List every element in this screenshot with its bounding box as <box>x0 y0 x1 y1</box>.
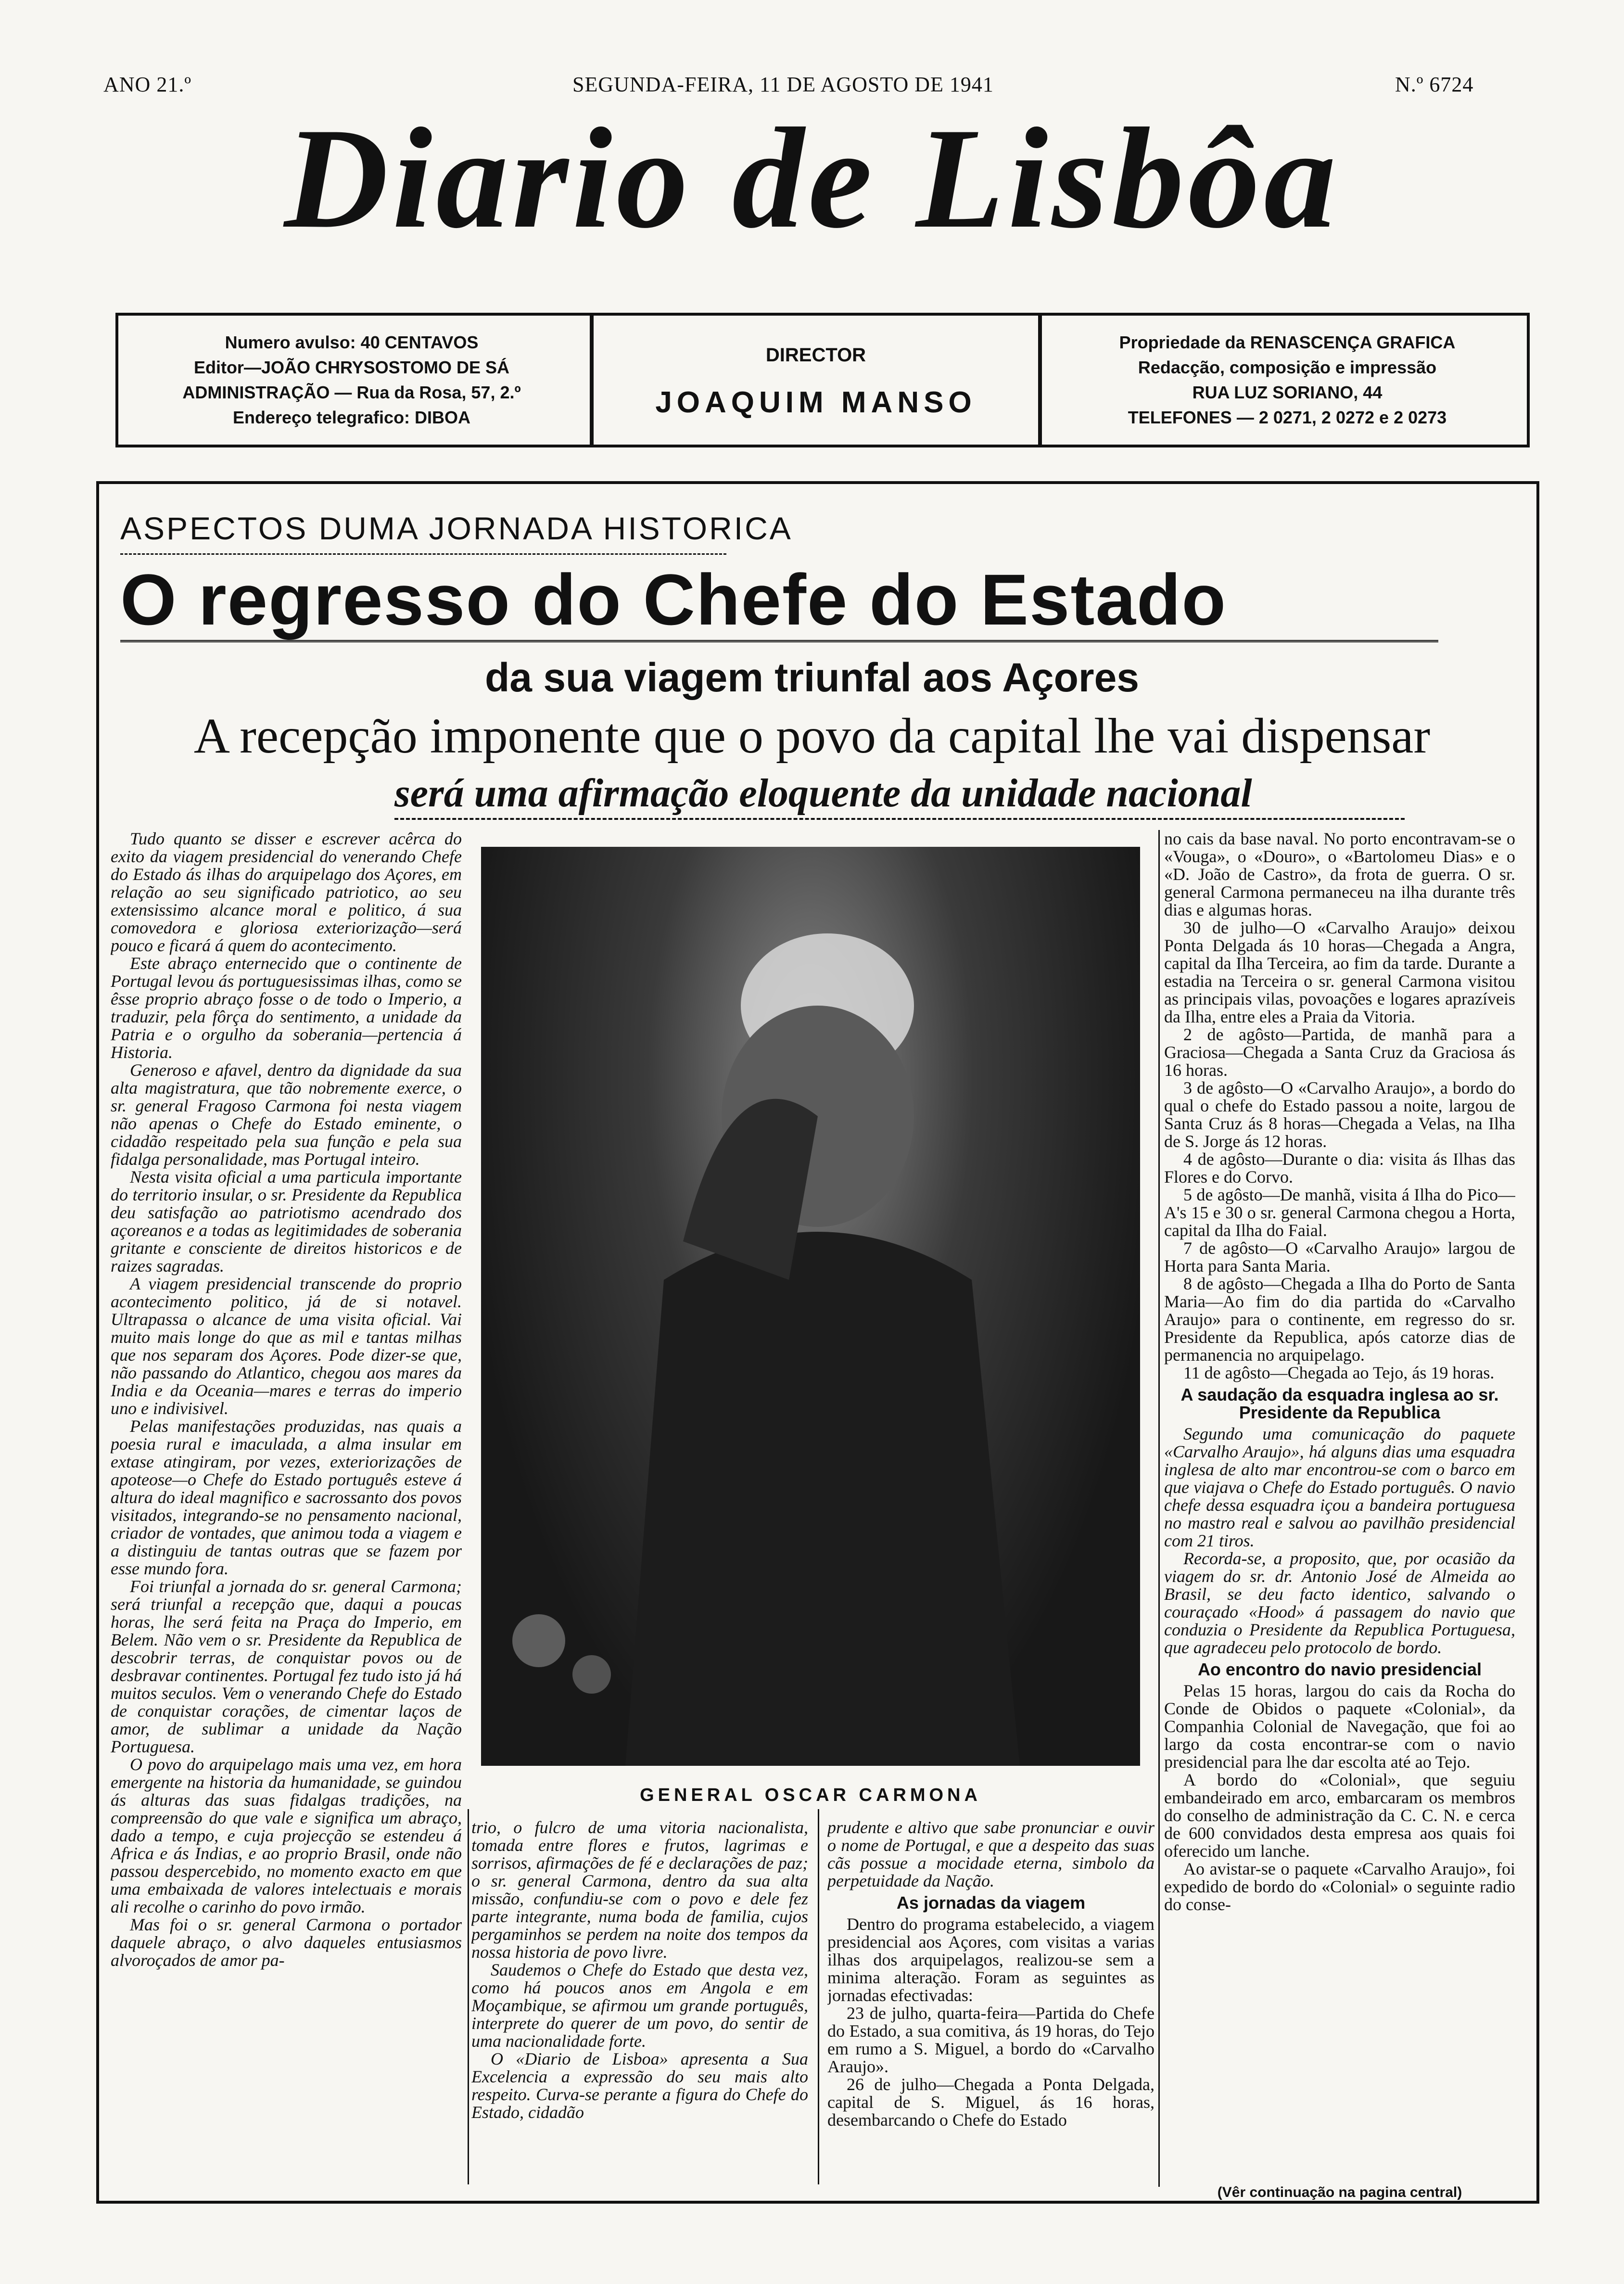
info-line: Numero avulso: 40 CENTAVOS <box>225 332 479 352</box>
director-box <box>590 316 1042 445</box>
info-line: Redacção, composição e impressão <box>1138 357 1437 377</box>
paragraph: Foi triunfal a jornada do sr. general Carmona; será triunfal a recepção que, daqui a poucas horas, lhe será feita na Praça do Imperio, em Belem. Não vem o sr. Presidente da Republica de descobrir terras, de conquistar povos ou de desbravar continentes. Portugal fez tudo isto já há muitos seculos. Vem o venerando Chefe do Estado de conquistar corações, de cimentar laços de amor, de sublimar a unidade da Nação Portuguesa. <box>111 1577 462 1756</box>
section-heading: As jornadas da viagem <box>896 1893 1086 1913</box>
info-line: ADMINISTRAÇÃO — Rua da Rosa, 57, 2.º <box>182 383 521 402</box>
info-line: Endereço telegrafico: DIBOA <box>232 408 471 427</box>
paragraph: 23 de julho, quarta-feira—Partida do Chefe do Estado, a sua comitiva, ás 19 horas, do Tejo em rumo a S. Miguel, a bordo do «Carvalho Araujo». <box>827 2003 1155 2076</box>
photo-caption: GENERAL OSCAR CARMONA <box>640 1785 981 1805</box>
paragraph: A bordo do «Colonial», que seguiu embandeirado em arco, embarcaram os membros do conselho de administração da C. C. N. e cerca de 600 convidados desta empresa aos quais foi oferecido um lanche. <box>1164 1770 1515 1861</box>
paragraph: O povo do arquipelago mais uma vez, em hora emergente na historia da humanidade, se guindou ás alturas das suas fidalgas tradições, na compreensão do que vale e significa um abraço, dado a tempo, e cuja projecção se estendeu á Africa e ás Indias, e ao proprio Brasil, onde não passou despercebido, no momento exacto em que uma embaixada de valores intelectuais e morais ali recolhe o carinho do povo irmão. <box>111 1755 462 1916</box>
headline-underline <box>120 640 1438 642</box>
paragraph: Este abraço enternecido que o continente de Portugal levou ás portuguesissimas ilhas, como se êsse proprio abraço fosse o de todo o Imperio, a traduzir, pela fôrça do sentimento, a unidade da Patria e o orgulho da soberania—pertencia á Historia. <box>111 954 462 1062</box>
paragraph: 26 de julho—Chegada a Ponta Delgada, capital de S. Miguel, ás 16 horas, desembarcando o Chefe do Estado <box>827 2075 1155 2130</box>
publication-details <box>118 316 585 445</box>
edition-number: N.º 6724 <box>1395 73 1474 96</box>
article-deck: A recepção imponente que o povo da capital lhe vai dispensar <box>193 708 1431 764</box>
paragraph: Saudemos o Chefe do Estado que desta vez, como há poucos anos em Angola e em Moçambique, se afirmou um grande português, interprete do querer de um povo, do sentir de uma nacionalidade forte. <box>471 1960 808 2051</box>
article-right-column <box>1164 830 1515 2187</box>
paragraph: 4 de agôsto—Durante o dia: visita ás Ilhas das Flores e do Corvo. <box>1164 1149 1515 1187</box>
paragraph: no cais da base naval. No porto encontravam-se o «Vouga», o «Douro», o «Bartolomeu Dias» e o «D. João de Castro», da frota de guerra. O sr. general Carmona permaneceu na ilha durante três dias e algumas horas. <box>1164 830 1515 919</box>
paragraph: Mas foi o sr. general Carmona o portador daquele abraço, o alvo daqueles entusiasmos alvoroçados de amor pa- <box>111 1915 462 1970</box>
article-tagline: será uma afirmação eloquente da unidade nacional <box>394 771 1252 816</box>
paragraph: 30 de julho—O «Carvalho Araujo» deixou Ponta Delgada ás 10 horas—Chegada a Angra, capital da Ilha Terceira, ao fim da tarde. Durante a estadia na Terceira o sr. general Carmona visitou as principais vilas, povoações e logares aprazíveis da Ilha, entre eles a Praia da Vitoria. <box>1164 918 1515 1026</box>
paragraph: 11 de agôsto—Chegada ao Tejo, ás 19 horas. <box>1183 1363 1495 1382</box>
article-headline: O regresso do Chefe do Estado <box>120 559 1227 640</box>
kicker-underline <box>120 553 726 555</box>
article-bottom-column-2 <box>827 1819 1155 2184</box>
paragraph: Pelas 15 horas, largou do cais da Rocha do Conde de Obidos o paquete «Colonial», da Companhia Colonial de Navegação, que foi ao largo da costa encontrar-se com o navio presidencial para lhe dar escolta até ao Tejo. <box>1164 1681 1515 1772</box>
paragraph: Generoso e afavel, dentro da dignidade da sua alta magistratura, que tão nobremente exerce, o sr. general Fragoso Carmona foi nesta viagem não apenas o Chefe do Estado eminente, o cidadão respeitado pela sua função e pela sua fidalga personalidade, mas Portugal inteiro. <box>111 1060 462 1169</box>
column-divider <box>818 1809 819 2184</box>
info-line: Propriedade da RENASCENÇA GRAFICA <box>1119 332 1456 352</box>
paragraph: 3 de agôsto—O «Carvalho Araujo», a bordo do qual o chefe do Estado passou a noite, largou de Santa Cruz ás 8 horas—Chegada a Velas, na Ilha de S. Jorge ás 12 horas. <box>1164 1078 1515 1151</box>
section-heading: A saudação da esquadra inglesa ao sr. Presidente da Republica <box>1180 1385 1499 1422</box>
portrait-silhouette-icon <box>481 847 1140 1766</box>
director-label: DIRECTOR <box>765 345 866 366</box>
paragraph: Nesta visita oficial a uma particula importante do territorio insular, o sr. Presidente da Republica deu satisfação ao patriotismo acendrado dos açoreanos e a todas as legitimidades de soberania gritante e consciente de direitos historicos e de raizes sagradas. <box>111 1167 462 1276</box>
paragraph: 5 de agôsto—De manhã, visita á Ilha do Pico—A's 15 e 30 o sr. general Carmona chegou a Horta, capital da Ilha do Faial. <box>1164 1185 1515 1240</box>
masthead-info-box <box>115 313 1530 447</box>
paragraph: O «Diario de Lisboa» apresenta a Sua Excelencia a expressão do seu mais alto respeito. Curva-se perante a figura do Chefe do Estado, cidadão <box>471 2049 808 2122</box>
ownership-details <box>1047 316 1528 445</box>
edition-date: SEGUNDA-FEIRA, 11 DE AGOSTO DE 1941 <box>572 73 994 96</box>
general-carmona-photo <box>481 847 1140 1766</box>
info-line: TELEFONES — 2 0271, 2 0272 e 2 0273 <box>1128 408 1447 427</box>
tagline-underline <box>394 818 1405 820</box>
article-bottom-column-1 <box>471 1819 808 2184</box>
paragraph: Tudo quanto se disser e escrever acêrca do exito da viagem presidencial do venerando Chefe do Estado ás ilhas do arquipelago dos Açores, em relação ao seu significado patriotico, ao seu extensissimo alcance moral e politico, á sua comovedora e gloriosa exteriorização—será pouco e ficará á quem do acontecimento. <box>111 830 462 955</box>
article-left-column <box>111 830 462 2187</box>
paragraph: Segundo uma comunicação do paquete «Carvalho Araujo», há alguns dias uma esquadra inglesa de alto mar encontrou-se com o barco em que viajava o Chefe do Estado português. O navio chefe dessa esquadra içou a bandeira portuguesa no mastro real e salvou ao pavilhão presidencial com 21 tiros. <box>1164 1424 1515 1550</box>
paragraph: A viagem presidencial transcende do proprio acontecimento politico, já de si notavel. Ultrapassa o alcance de uma visita oficial. Vai muito mais longe do que as mil e tantas milhas que nos separam dos Açores. Pode dizer-se que, não passando do Atlantico, chegou aos mares da India e da Oceania—mares e terras do imperio uno e indivisivel. <box>111 1274 462 1418</box>
continuation-note: (Vêr continuação na pagina central) <box>1217 2184 1462 2200</box>
info-line: RUA LUZ SORIANO, 44 <box>1192 383 1383 402</box>
director-name: JOAQUIM MANSO <box>655 386 977 419</box>
paragraph: Recorda-se, a proposito, que, por ocasião da viagem do sr. dr. Antonio José de Almeida ao Brasil, se deu facto identico, salvando o couraçado «Hood» á passagem do navio que conduzia o Presidente da Republica Portuguesa, que agradeceu pelo protocolo de bordo. <box>1164 1549 1515 1657</box>
paragraph: prudente e altivo que sabe pronunciar e ouvir o nome de Portugal, e que a despeito das suas cãs possue a mocidade eterna, simbolo da perpetuidade da Nação. <box>827 1819 1155 1890</box>
column-divider <box>1158 830 1160 2187</box>
section-heading: Ao encontro do navio presidencial <box>1197 1659 1482 1679</box>
paragraph: 7 de agôsto—O «Carvalho Araujo» largou de Horta para Santa Maria. <box>1164 1238 1515 1276</box>
info-line: Editor—JOÃO CHRYSOSTOMO DE SÁ <box>193 357 510 377</box>
paragraph: trio, o fulcro de uma vitoria nacionalista, tomada entre flores e frutos, lagrimas e sorrisos, afirmações de fé e declarações de paz; o sr. general Carmona, dentro da sua alta missão, confundiu-se com o povo e dele fez parte integrante, numa boda de familia, cujos pergaminhos se perdem na noite dos tempos da nossa historia de povo livre. <box>471 1819 808 1962</box>
paragraph: 2 de agôsto—Partida, de manhã para a Graciosa—Chegada a Santa Cruz da Graciosa ás 16 horas. <box>1164 1025 1515 1080</box>
paragraph: Pelas manifestações produzidas, nas quais a poesia rural e imaculada, a alma insular em extase atingiram, por vezes, exteriorizações de apoteose—o Chefe do Estado português esteve á altura do ideal magnifico e sacrossanto dos povos visitados, integrando-se no pensamento nacional, criador de vontades, que animou toda a viagem e a distinguiu de tantas outras que se fazem por esse mundo fora. <box>111 1416 462 1578</box>
paragraph: Ao avistar-se o paquete «Carvalho Araujo», foi expedido de bordo do «Colonial» o seguinte radio do conse- <box>1164 1859 1515 1914</box>
paragraph: Dentro do programa estabelecido, a viagem presidencial aos Açores, com visitas a varias ilhas dos arquipelagos, realizou-se sem a minima alteração. Foram as seguintes as jornadas efectivadas: <box>827 1914 1155 2005</box>
column-divider <box>468 1809 469 2184</box>
edition-year: ANO 21.º <box>103 73 191 96</box>
paragraph: 8 de agôsto—Chegada a Ilha do Porto de Santa Maria—Ao fim do dia partida do «Carvalho Araujo» para o continente, em regresso do sr. Presidente da Republica, após catorze dias de permanencia no arquipelago. <box>1164 1274 1515 1365</box>
article-kicker: ASPECTOS DUMA JORNADA HISTORICA <box>120 510 793 546</box>
article-subheading: da sua viagem triunfal aos Açores <box>484 655 1140 700</box>
newspaper-masthead: Diario de Lisbôa <box>284 98 1340 258</box>
